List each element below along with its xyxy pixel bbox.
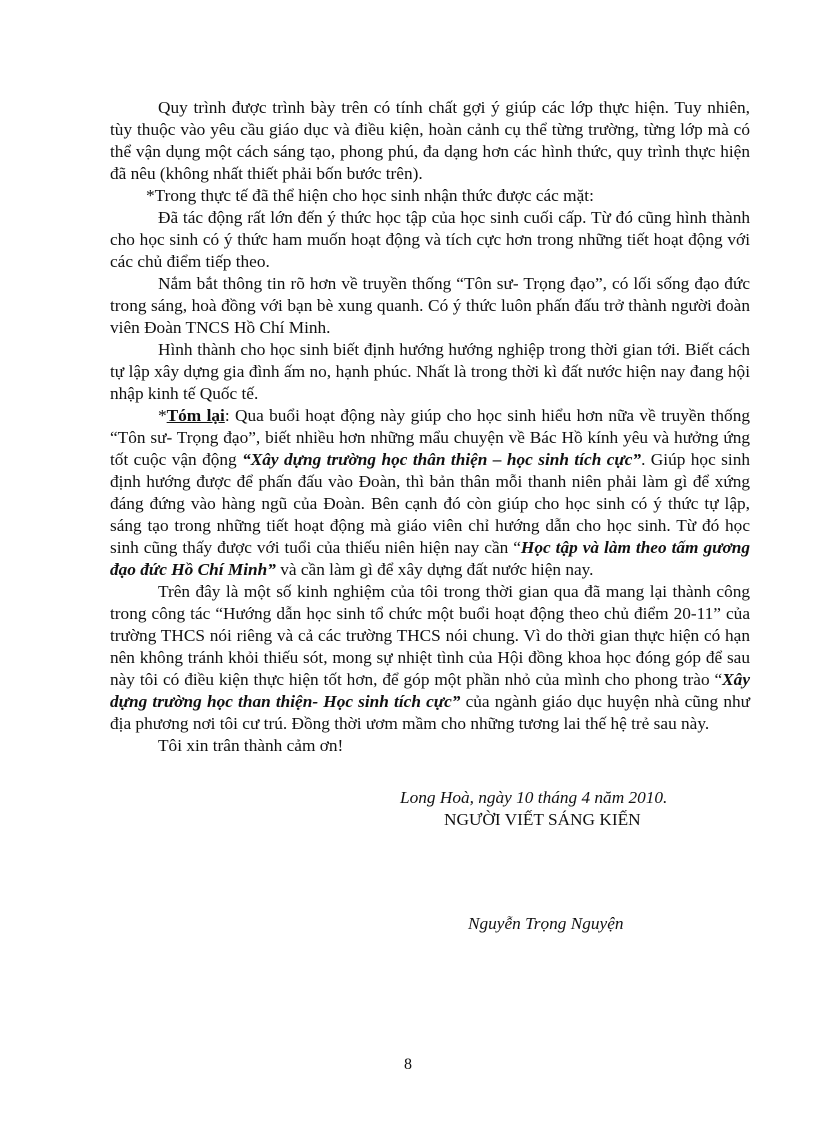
page-number: 8 [404,1056,412,1073]
conclusion-campaign-emphasis: Xây dựng trường học than thiện- Học sinh tích cực” [110,670,750,711]
summary-ho-chi-minh-emphasis: Học tập và làm theo tấm gương đạo đức Hồ Chí Minh” [110,538,750,579]
conclusion-text-b: của ngành giáo dục huyện nhà cũng như địa phương nơi tôi cư trú. Đồng thời ươm mầm cho những tương lai thế hệ trẻ sau này. [110,692,750,733]
summary-campaign-emphasis: “Xây dựng trường học thân thiện – học sinh tích cực” [242,450,642,469]
paragraph-awareness-heading: *Trong thực tế đã thể hiện cho học sinh nhận thức được các mặt: [146,186,594,205]
paragraph-summary [110,405,750,581]
summary-colon: : [224,406,230,425]
author-name: Nguyễn Trọng Nguyện [468,914,624,933]
signature-date: Long Hoà, ngày 10 tháng 4 năm 2010. [400,788,668,807]
summary-text-c: và cần làm gì để xây dựng đất nước hiện nay. [275,560,594,579]
paragraph-learning-impact: Đã tác động rất lớn đến ý thức học tập của học sinh cuối cấp. Từ đó cũng hình thành cho học sinh có ý thức ham muốn hoạt động và tích cực hơn trong những tiết hoạt động với các chủ điểm tiếp theo. [110,208,750,271]
summary-text-a: Qua buổi hoạt động này giúp cho học sinh hiểu hơn nữa về truyền thống “Tôn sư- Trọng đạo”, biết nhiều hơn những mẩu chuyện về Bác Hồ kính yêu và hưởng ứng tốt cuộc vận động [110,406,750,469]
paragraph-tradition: Nắm bắt thông tin rõ hơn về truyền thống “Tôn sư- Trọng đạo”, có lối sống đạo đức trong sáng, hoà đồng với bạn bè xung quanh. Có ý thức luôn phấn đấu trở thành người đoàn viên Đoàn TNCS Hồ Chí Minh. [110,274,750,337]
paragraph-conclusion [110,581,750,735]
signature-block [400,787,740,831]
summary-text-b: . Giúp học sinh định hướng được để phấn đấu vào Đoàn, thì bản thân mỗi thanh niên phải làm gì để xứng đáng đứng vào hàng ngũ của Đoàn. Bên cạnh đó còn giúp cho học sinh có ý thức tự lập, sáng tạo trong những tiết hoạt động mà giáo viên chỉ hướng dẫn cho học sinh. Từ đó học sinh cũng thấy được với tuổi của thiếu niên hiện nay cần “ [110,450,750,557]
conclusion-text-a: Trên đây là một số kinh nghiệm của tôi trong thời gian qua đã mang lại thành công trong công tác “Hướng dẫn học sinh tổ chức một buổi hoạt động theo chủ điểm 20-11” của trường THCS nói riêng và cả các trường THCS nói chung. Vì do thời gian thực hiện có hạn nên không tránh khỏi thiếu sót, mong sự nhiệt tình của Hội đồng khoa học đóng góp để sau này tôi có điều kiện thực hiện tốt hơn, để góp một phần nhỏ của mình cho phong trào “ [110,582,750,689]
signature-title: NGƯỜI VIẾT SÁNG KIẾN [444,810,641,829]
summary-label: Tóm lại [166,406,225,425]
paragraph-career-orientation: Hình thành cho học sinh biết định hướng hướng nghiệp trong thời gian tới. Biết cách tự lập xây dựng gia đình ấm no, hạnh phúc. Nhất là trong thời kì đất nước hiện nay đang hội nhập kinh tế Quốc tế. [110,340,750,403]
summary-star: * [158,406,167,425]
document-body [110,97,750,757]
paragraph-process-note: Quy trình được trình bày trên có tính chất gợi ý giúp các lớp thực hiện. Tuy nhiên, tùy thuộc vào yêu cầu giáo dục và điều kiện, hoàn cảnh cụ thể từng trường, từng lớp mà có thể vận dụng một cách sáng tạo, phong phú, đa dạng hơn các hình thức, quy trình thực hiện đã nêu (không nhất thiết phải bốn bước trên). [110,98,750,183]
paragraph-thanks: Tôi xin trân thành cảm ơn! [158,736,344,755]
